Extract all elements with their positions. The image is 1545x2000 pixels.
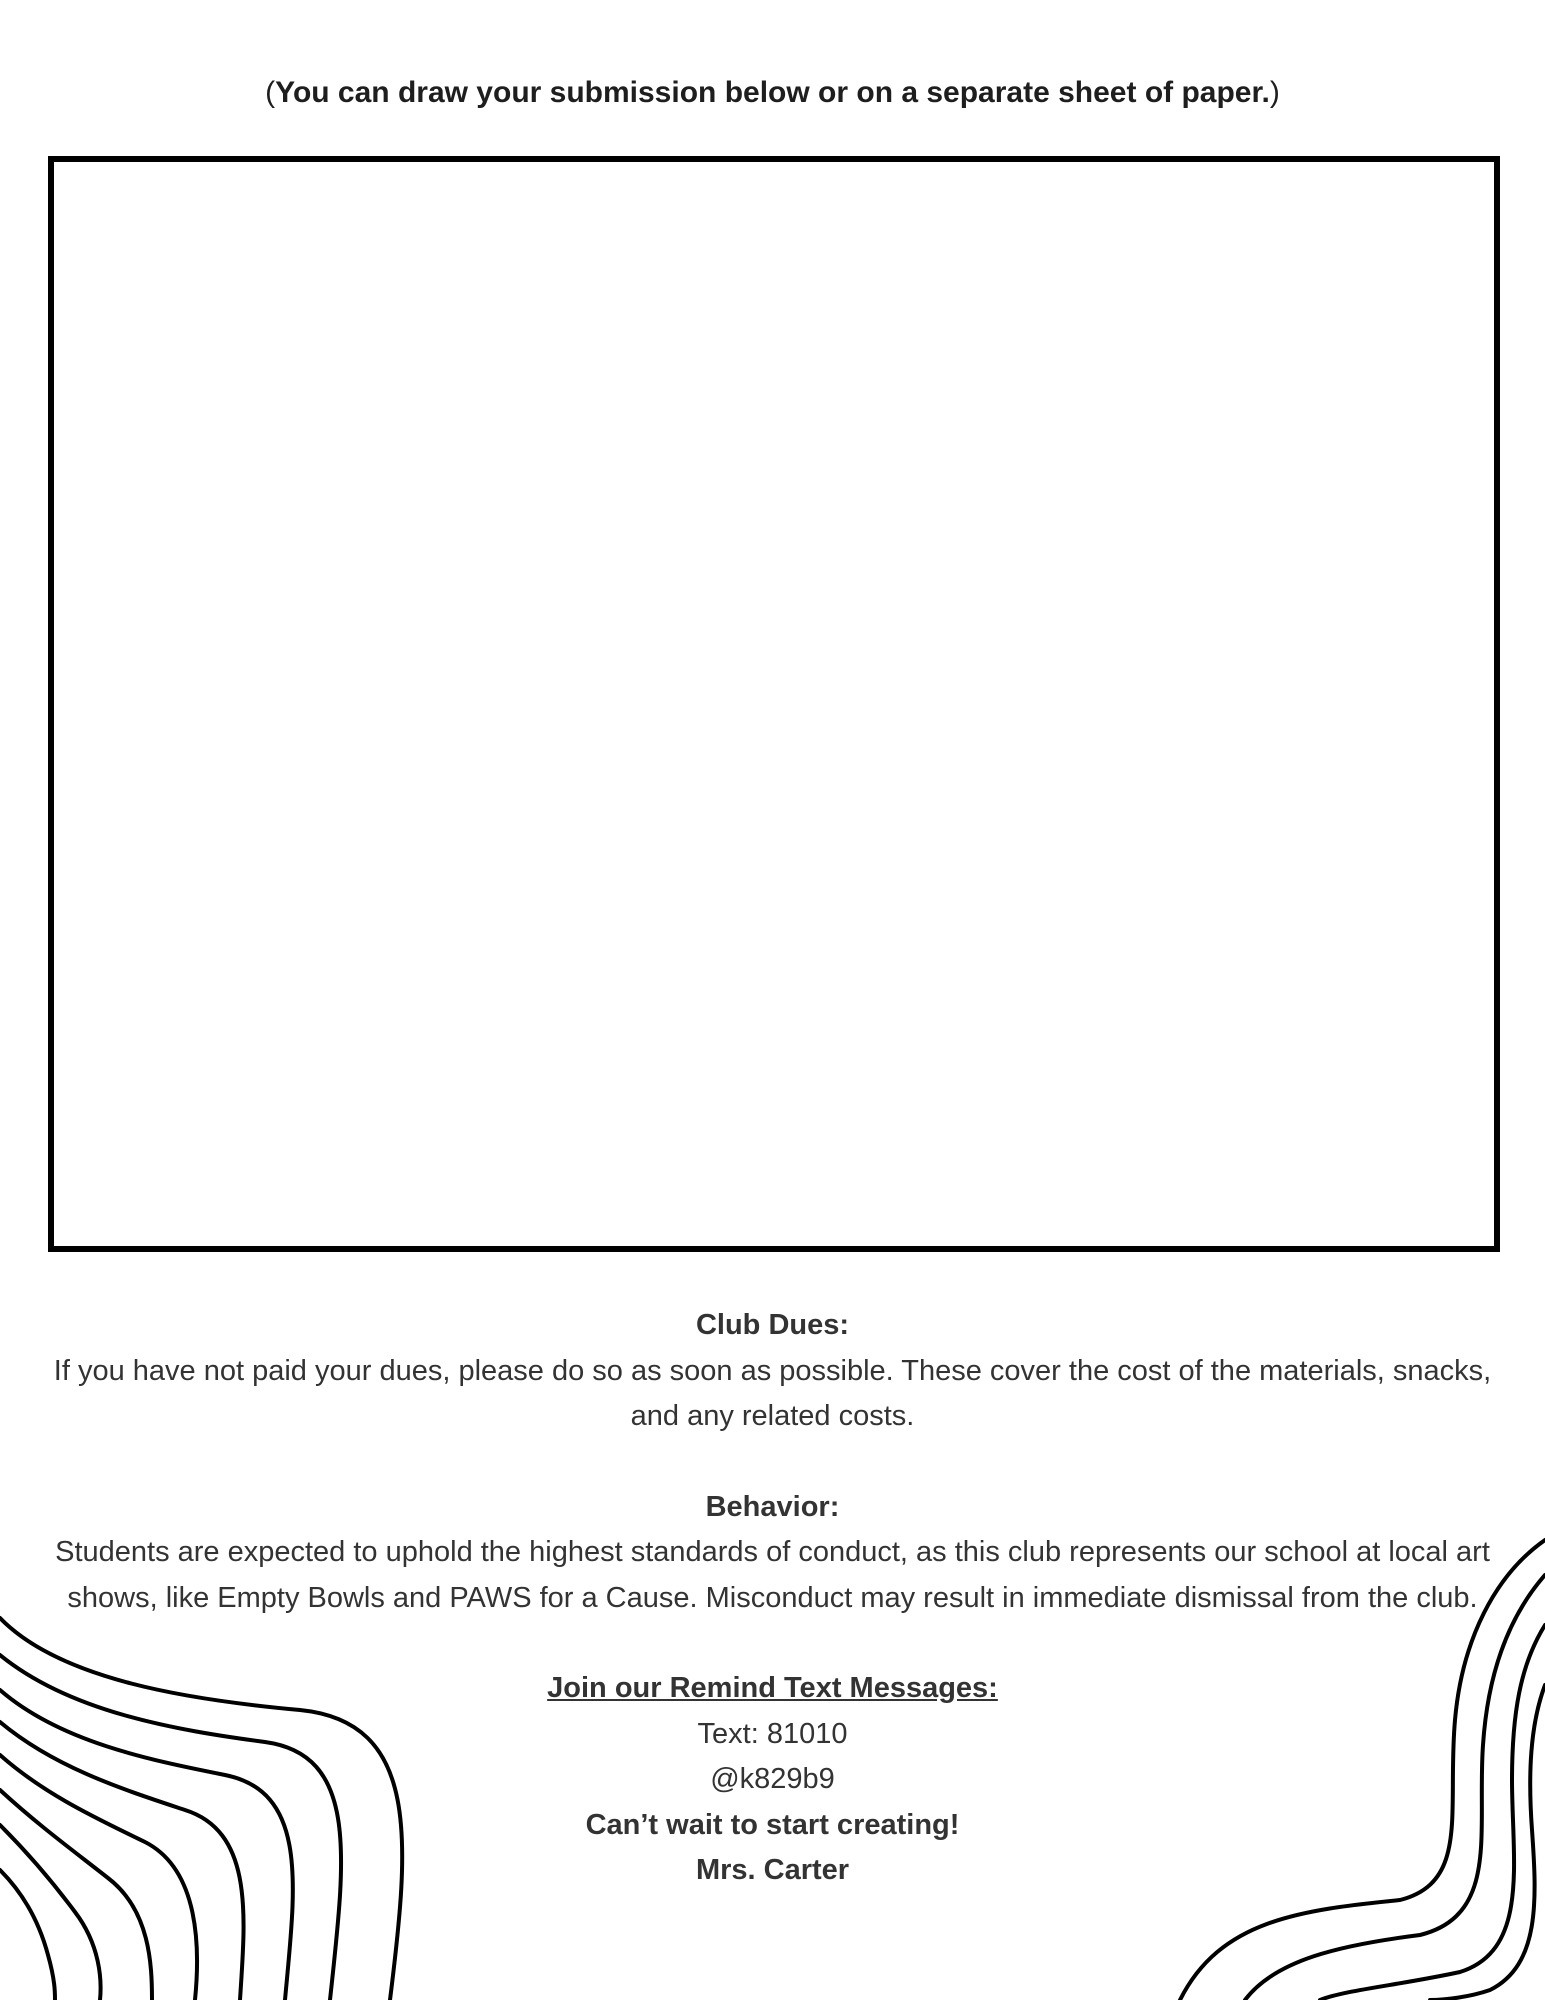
remind-text-number: Text: 81010: [697, 1717, 848, 1750]
instruction-close-paren: ): [1269, 76, 1280, 109]
instruction-open-paren: (: [265, 76, 276, 109]
dues-heading: Club Dues:: [695, 1309, 850, 1341]
remind-heading: Join our Remind Text Messages:: [547, 1672, 998, 1704]
behavior-body: Students are expected to uphold the highest standards of conduct, as this club represents our school at local art shows, like Empty Bowls and PAWS for a Cause. Misconduct may result in immediate dismissal from the club.: [55, 1536, 1490, 1614]
dues-body: If you have not paid your dues, please do so as soon as possible. These cover the cost of the materials, snacks, and any related costs.: [53, 1354, 1492, 1432]
instruction-body: You can draw your submission below or on a separate sheet of paper.: [275, 76, 1270, 109]
behavior-heading: Behavior:: [705, 1490, 840, 1523]
spacer: [40, 1440, 1505, 1485]
instruction-text: [0, 76, 1545, 110]
spacer: [40, 1621, 1505, 1666]
remind-code: @k829b9: [710, 1763, 835, 1795]
signature: Mrs. Carter: [695, 1854, 850, 1886]
closing-message: Can’t wait to start creating!: [585, 1808, 960, 1841]
drawing-area[interactable]: [48, 156, 1500, 1252]
club-info: [40, 1303, 1505, 1894]
